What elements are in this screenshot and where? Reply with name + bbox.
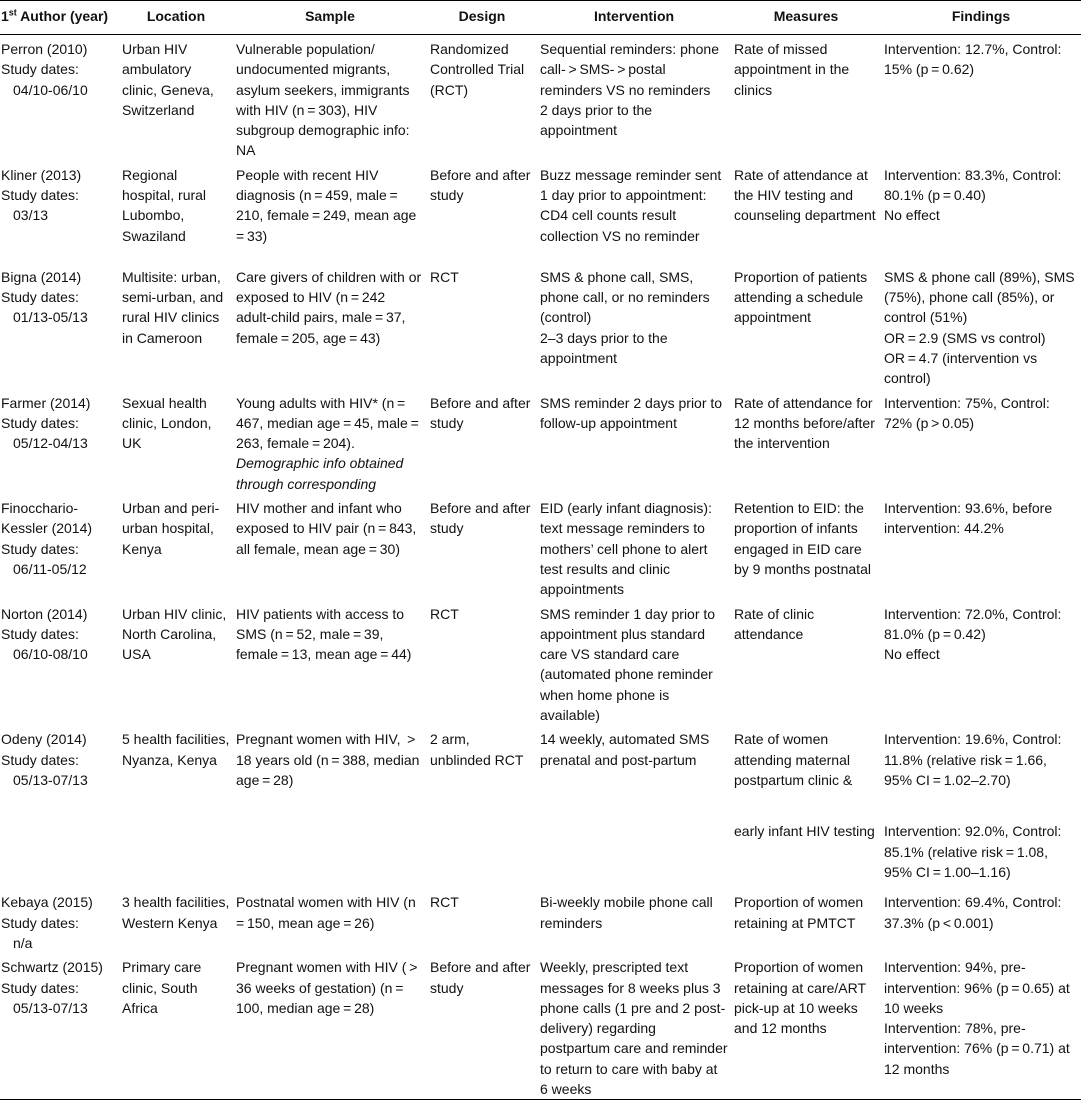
author-name: Kebaya (2015) [1, 894, 93, 911]
header-author: 1st Author (year) [0, 1, 119, 35]
cell-measures: Retention to EID: the proportion of infants engaged in EID care by 9 months postnatal [734, 500, 871, 577]
author-name: Farmer (2014) [1, 394, 91, 411]
cell-design: RCT [430, 894, 459, 911]
cell-findings [881, 600, 1081, 726]
cell-sample: Postnatal women with HIV (n = 150, mean age = 26) [236, 894, 419, 931]
cell-findings: Intervention: 92.0%, Control: 85.1% (relative risk = 1.08, 95% CI = 1.00–1.16) [884, 823, 1062, 880]
table-body [0, 35, 1081, 1100]
cell-author [0, 389, 119, 494]
table-row [0, 600, 1081, 726]
table-row [0, 817, 1081, 888]
study-dates: 06/11-05/12 [13, 560, 87, 577]
cell-location: Urban HIV ambulatory clinic, Geneva, Switzerland [122, 41, 214, 118]
findings-text: SMS & phone call (89%), SMS (75%), phone call (85%), or control (51%) [884, 268, 1075, 326]
cell-intervention: Buzz message reminder sent 1 day prior to appointment: CD4 cell counts result collection VS no reminder [540, 166, 722, 244]
cell-author [0, 888, 119, 953]
cell-measures: Rate of clinic attendance [734, 605, 815, 642]
author-name: Schwartz (2015) [1, 959, 103, 976]
study-dates: 01/13-05/13 [13, 309, 88, 326]
cell-intervention [537, 35, 731, 161]
cell-author [0, 263, 119, 389]
cell-location: Multisite: urban, semi-urban, and rural HIV clinics in Cameroon [122, 268, 224, 346]
cell-sample [233, 817, 427, 888]
cell-location [119, 817, 233, 888]
table-row [0, 888, 1081, 953]
study-dates-label: Study dates: [1, 540, 79, 557]
findings-text: Intervention: 83.3%, Control: 80.1% (p = 0.40) [884, 166, 1062, 204]
cell-design: Before and after study [430, 166, 531, 204]
cell-author [0, 161, 119, 263]
study-dates: 04/10-06/10 [13, 81, 88, 98]
cell-location: Primary care clinic, South Africa [119, 953, 233, 1100]
author-name: Finocchario-Kessler (2014) [1, 500, 93, 537]
findings-odds-ratio: OR = 4.7 (intervention vs control) [884, 349, 1038, 387]
cell-measures: Rate of women attending maternal postpartum clinic & [734, 731, 853, 788]
cell-intervention: Weekly, prescripted text messages for 8 weeks plus 3 phone calls (1 pre and 2 post-delivery) regarding postpartum care and reminder to return to care with baby at 6 weeks [537, 953, 731, 1100]
cell-sample: Care givers of children with or exposed to HIV (n = 242 adult-child pairs, male = 37, female = 205, age = 43) [236, 268, 422, 346]
cell-design: Before and after study [430, 500, 531, 537]
cell-author [0, 35, 119, 161]
cell-intervention: Bi-weekly mobile phone call reminders [540, 894, 713, 931]
cell-findings: Intervention: 69.4%, Control: 37.3% (p < 0.001) [884, 894, 1062, 931]
study-dates: 06/10-08/10 [13, 646, 88, 663]
cell-findings [881, 263, 1081, 389]
cell-author [0, 817, 119, 888]
table-header [0, 1, 1081, 35]
author-name: Norton (2014) [1, 605, 88, 622]
study-dates-label: Study dates: [1, 61, 79, 78]
cell-findings [881, 953, 1081, 1100]
findings-note: No effect [884, 207, 940, 224]
cell-intervention: SMS reminder 2 days prior to follow-up appointment [540, 394, 723, 431]
cell-measures: Rate of attendance for 12 months before/after the intervention [734, 394, 875, 452]
study-dates: 03/13 [13, 207, 49, 224]
cell-measures: Rate of attendance at the HIV testing and counseling department [734, 166, 876, 224]
cell-intervention: EID (early infant diagnosis): text message reminders to mothers’ cell phone to alert test results and clinic appointments [540, 500, 712, 598]
study-dates: 05/13-07/13 [13, 999, 88, 1016]
study-dates-label: Study dates: [1, 625, 79, 642]
study-dates: n/a [13, 934, 33, 951]
cell-author [0, 600, 119, 726]
cell-intervention [537, 263, 731, 389]
table-row [0, 263, 1081, 389]
header-location: Location [119, 1, 233, 35]
cell-design [427, 817, 537, 888]
cell-measures: Rate of missed appointment in the clinics [734, 41, 850, 98]
cell-findings: Intervention: 12.7%, Control: 15% (p = 0.62) [884, 41, 1062, 78]
study-dates-label: Study dates: [1, 289, 79, 306]
study-dates: 05/13-07/13 [13, 771, 88, 788]
cell-location: 5 health facilities, Nyanza, Kenya [122, 731, 230, 768]
cell-location: 3 health facilities, Western Kenya [122, 894, 230, 931]
findings-note: No effect [884, 646, 940, 663]
intervention-timing: 2–3 days prior to the appointment [540, 329, 668, 366]
cell-location: Sexual health clinic, London, UK [122, 394, 212, 452]
cell-location: Urban HIV clinic, North Carolina, USA [122, 605, 227, 663]
cell-location: Regional hospital, rural Lubombo, Swaziland [122, 166, 207, 244]
cell-sample: Vulnerable population/ undocumented migrants, asylum seekers, immigrants with HIV (n = 303), HIV subgroup demographic info: NA [236, 41, 410, 159]
cell-design: Before and after study [427, 953, 537, 1100]
cell-findings [881, 161, 1081, 263]
study-dates-label: Study dates: [1, 414, 79, 431]
cell-design: Before and after study [430, 394, 531, 431]
study-dates-label: Study dates: [1, 187, 79, 204]
cell-sample: HIV mother and infant who exposed to HIV pair (n = 843, all female, mean age = 30) [236, 500, 417, 557]
table-row [0, 389, 1081, 494]
cell-design: RCT [430, 268, 459, 285]
cell-author [0, 725, 119, 817]
header-sample: Sample [233, 1, 427, 35]
cell-author [0, 494, 119, 599]
cell-findings: Intervention: 93.6%, before intervention: 44.2% [884, 500, 1053, 537]
cell-measures: Proportion of women retaining at care/ART pick-up at 10 weeks and 12 months [731, 953, 881, 1100]
author-name: Perron (2010) [1, 41, 88, 57]
cell-intervention: 14 weekly, automated SMS prenatal and post-partum [540, 731, 710, 768]
cell-sample: Pregnant women with HIV, > 18 years old (n = 388, median age = 28) [236, 731, 420, 788]
table-row [0, 953, 1081, 1100]
intervention-text: SMS & phone call, SMS, phone call, or no reminders (control) [540, 268, 710, 326]
cell-sample: People with recent HIV diagnosis (n = 459, male = 210, female = 249, mean age = 33) [236, 166, 420, 244]
cell-sample: Pregnant women with HIV ( > 36 weeks of gestation) (n = 100, median age = 28) [233, 953, 427, 1100]
cell-location: Urban and peri-urban hospital, Kenya [122, 500, 220, 557]
table-row [0, 494, 1081, 599]
findings-text: Intervention: 78%, pre-intervention: 76% (p = 0.71) at 12 months [884, 1020, 1070, 1077]
cell-design: 2 arm, unblinded RCT [430, 731, 524, 768]
study-dates-label: Study dates: [1, 979, 79, 996]
cell-findings: Intervention: 75%, Control: 72% (p > 0.05) [884, 394, 1050, 431]
cell-intervention: SMS reminder 1 day prior to appointment plus standard care VS standard care (automated phone reminder when home phone is available) [540, 605, 716, 724]
table-row [0, 725, 1081, 817]
cell-author [0, 953, 119, 1100]
cell-design: Randomized Controlled Trial (RCT) [430, 41, 525, 98]
study-dates-label: Study dates: [1, 914, 79, 931]
findings-odds-ratio: OR = 2.9 (SMS vs control) [884, 329, 1046, 346]
cell-findings: Intervention: 19.6%, Control: 11.8% (relative risk = 1.66, 95% CI = 1.02–2.70) [884, 731, 1062, 788]
intervention-text: Sequential reminders: phone call- > SMS- > postal reminders VS no reminders [540, 41, 720, 98]
cell-design: RCT [430, 605, 459, 622]
cell-measures: Proportion of patients attending a schedule appointment [734, 268, 868, 326]
sample-text: Young adults with HIV* (n = 467, median age = 45, male = 263, female = 204). [236, 394, 422, 452]
sample-note: Demographic info obtained through corresponding [236, 455, 404, 492]
study-dates-label: Study dates: [1, 751, 79, 768]
header-design: Design [427, 1, 537, 35]
findings-text: Intervention: 94%, pre-intervention: 96% (p = 0.65) at 10 weeks [884, 959, 1070, 1016]
cell-sample [233, 389, 427, 494]
intervention-timing: 2 days prior to the appointment [540, 101, 653, 139]
study-dates: 05/12-04/13 [13, 435, 88, 452]
cell-measures: Proportion of women retaining at PMTCT [734, 894, 864, 931]
header-measures: Measures [731, 1, 881, 35]
cell-sample: HIV patients with access to SMS (n = 52, male = 39, female = 13, mean age = 44) [236, 605, 412, 663]
cell-intervention [537, 817, 731, 888]
header-intervention: Intervention [537, 1, 731, 35]
author-name: Kliner (2013) [1, 166, 82, 183]
table-row [0, 161, 1081, 263]
table-row [0, 35, 1081, 161]
cell-measures: early infant HIV testing [734, 823, 875, 840]
header-findings: Findings [881, 1, 1081, 35]
author-name: Odeny (2014) [1, 731, 87, 748]
findings-text: Intervention: 72.0%, Control: 81.0% (p = 0.42) [884, 605, 1062, 642]
author-name: Bigna (2014) [1, 268, 82, 285]
